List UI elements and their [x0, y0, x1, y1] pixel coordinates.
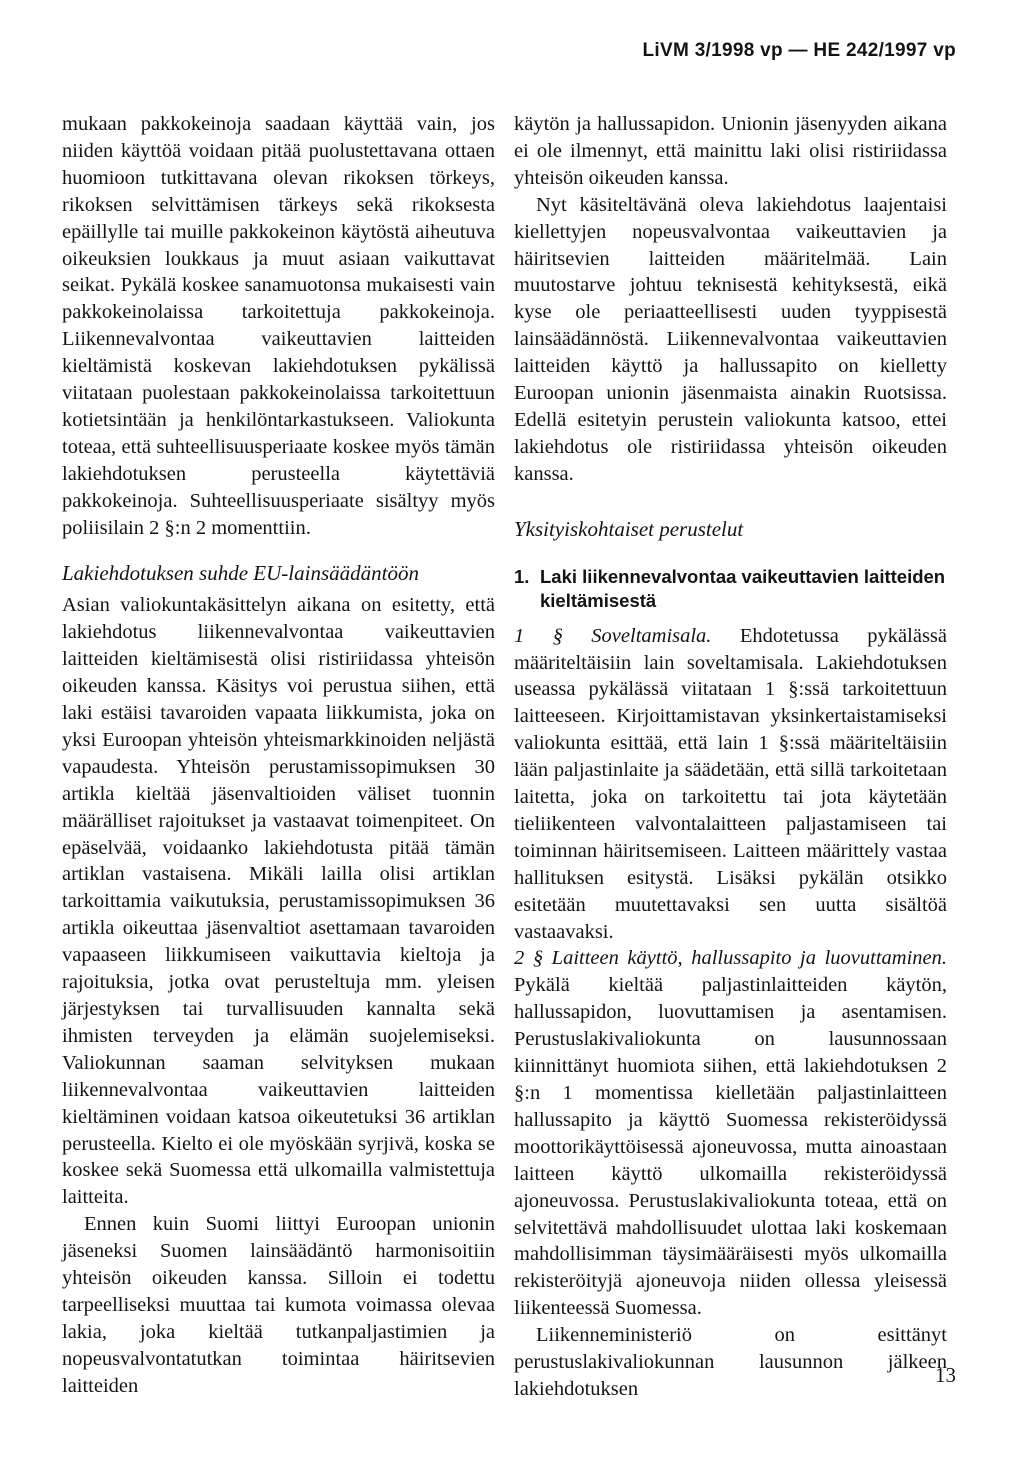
subsection-title: Laki liikennevalvontaa vaikeuttavien laitteiden kieltämisestä: [540, 565, 946, 611]
paragraph: Asian valiokuntakäsittelyn aikana on esitetty, että lakiehdotus liikennevalvontaa vaikeuttavien laitteiden kieltämisestä olisi ristiriidassa yhteisön oikeuden kanssa. Käsitys voi perustua siihen, että laki estäisi tavaroiden vapaata liikkumista, joka on yksi Euroopan yhteisön yhteismarkkinoiden neljästä vapaudesta. Yhteisön perustamissopimuksen 30 artikla kieltää jäsenvaltioiden väliset tuonnin määrälliset rajoitukset ja vastaavat toimenpiteet. On epäselvää, voidaanko lakiehdotusta pitää tämän artiklan vastaisena. Mikäli lailla olisi artiklan tarkoittamia vaikutuksia, perustamissopimuksen 36 artikla oikeuttaa jäsenvaltiot asettamaan tavaroiden vapaaseen liikkumiseen vaikuttavia kieltoja ja rajoituksia, jotka ovat perusteltuja mm. yleisen järjestyksen tai turvallisuuden kannalta sekä ihmisten terveyden ja elämän suojelemiseksi. Valiokunnan saaman selvityksen mukaan liikennevalvontaa vaikeuttavien laitteiden kieltäminen voidaan katsoa oikeutetuksi 36 artiklan perusteella. Kielto ei ole myöskään syrjivä, koska se koskee sekä Suomessa että ulkomailla valmistettuja laitteita.: [62, 594, 495, 1209]
section-1-paragraph: [514, 623, 947, 946]
left-column: [62, 111, 495, 1400]
paragraph: Ennen kuin Suomi liittyi Euroopan unionin jäseneksi Suomen lainsäädäntö harmonisoitiin yhteisön oikeuden kanssa. Silloin ei todettu tarpeelliseksi muuttaa tai kumota voimassa olevaa lakia, joka kieltää tutkanpaljastimien ja nopeusvalvontatutkan toimintaa häiritsevien laitteiden: [62, 1213, 495, 1397]
running-header: LiVM 3/1998 vp — HE 242/1997 vp: [642, 40, 956, 61]
section-2-label: 2 § Laitteen käyttö, hallussapito ja luovuttaminen.: [514, 947, 947, 970]
paragraph: Nyt käsiteltävänä oleva lakiehdotus laajentaisi kiellettyjen nopeusvalvontaa vaikeuttavien ja häiritsevien laitteiden määritelmää. Lain muutostarve johtuu teknisestä kehityksestä, eikä kyse ole periaatteellisesti uuden tyyppisestä lainsäädännöstä. Liikennevalvontaa vaikeuttavien laitteiden käyttö ja hallussapito on kielletty Euroopan unionin jäsenmaista ainakin Ruotsissa. Edellä esitetyin perustein valiokunta katsoo, ettei lakiehdotus ole ristiriidassa yhteisön oikeuden kanssa.: [514, 193, 947, 485]
section-title-eu: Lakiehdotuksen suhde EU-lainsäädäntöön: [62, 560, 419, 585]
section-2-text: Pykälä kieltää paljastinlaitteiden käytön, hallussapidon, luovuttamisen ja asentamisen. Perustuslakivaliokunta on lausunnossaan kiinnittänyt huomiota siihen, että lakiehdotuksen 2 §:n 1 momentissa kielletään paljastinlaitteen hallussapito ja käyttö Suomessa rekisteröidyssä moottorikäyttöisessä ajoneuvossa, mutta ainoastaan laitteen käyttö ulkomailla rekisteröidyssä ajoneuvossa. Perustuslakivaliokunta toteaa, että on selvitettävä mahdollisuudet ulottaa laki koskemaan mahdollisimman täysimääräisesti myös ulkomailla rekisteröityjä ajoneuvoja niiden ollessa yleisessä liikenteessä Suomessa.: [514, 974, 947, 1320]
subsection-number: 1.: [514, 565, 530, 587]
paragraph: käytön ja hallussapidon. Unionin jäsenyyden aikana ei ole ilmennyt, että mainittu laki olisi ristiriidassa yhteisön oikeuden kanssa.: [514, 113, 947, 189]
subsection-heading: [514, 565, 947, 613]
paragraph: Liikenneministeriö on esittänyt perustuslakivaliokunnan lausunnon jälkeen lakiehdotuksen: [514, 1324, 947, 1400]
paragraph: mukaan pakkokeinoja saadaan käyttää vain, jos niiden käyttöä voidaan pitää puolustettavana ottaen huomioon tutkittavana olevan rikoksen törkeys, rikoksen selvittämisen tärkeys sekä rikoksesta epäillylle tai muille pakkokeinon käytöstä aiheutuva oikeuksien loukkaus ja muut asiaan vaikuttavat seikat. Pykälä koskee sanamuotonsa mukaisesti vain pakkokeinolaissa tarkoitettuja pakkokeinoja. Liikennevalvontaa vaikeuttavien laitteiden kieltämistä koskevan lakiehdotuksen pykälissä viitataan puolestaan pakkokeinolaissa tarkoitettuun kotietsintään ja henkilöntarkastukseen. Valiokunta toteaa, että suhteellisuusperiaate koskee myös tämän lakiehdotuksen perusteella käytettäviä pakkokeinoja. Suhteellisuusperiaate sisältyy myös poliisilain 2 §:n 2 momenttiin.: [62, 113, 495, 539]
page-number: 13: [935, 1363, 956, 1387]
section-1-label: 1 § Soveltamisala.: [514, 624, 712, 647]
section-2-paragraph: [514, 945, 947, 1322]
section-title-details: Yksityiskohtaiset perustelut: [514, 516, 744, 541]
section-1-text: Ehdotetussa pykälässä määriteltäisiin lain soveltamisala. Lakiehdotuksen useassa pykälässä viitataan 1 §:ssä tarkoitettuun laitteeseen. Kirjoittamistavan yksinkertaistamiseksi valiokunta esittää, että lain 1 §:ssä määriteltäisiin lään paljastinlaite ja säädetään, että sillä tarkoitetaan laitetta, joka on tarkoitettu tai jota käytetään tieliikenteen valvontalaitteen paljastamiseen tai toiminnan häiritsemiseen. Laitteen määrittely vastaa hallituksen esitystä. Lisäksi pykälän otsikko esitetään muutettavaksi sen uutta sisältöä vastaavaksi.: [514, 624, 947, 943]
right-column: [514, 111, 947, 1403]
